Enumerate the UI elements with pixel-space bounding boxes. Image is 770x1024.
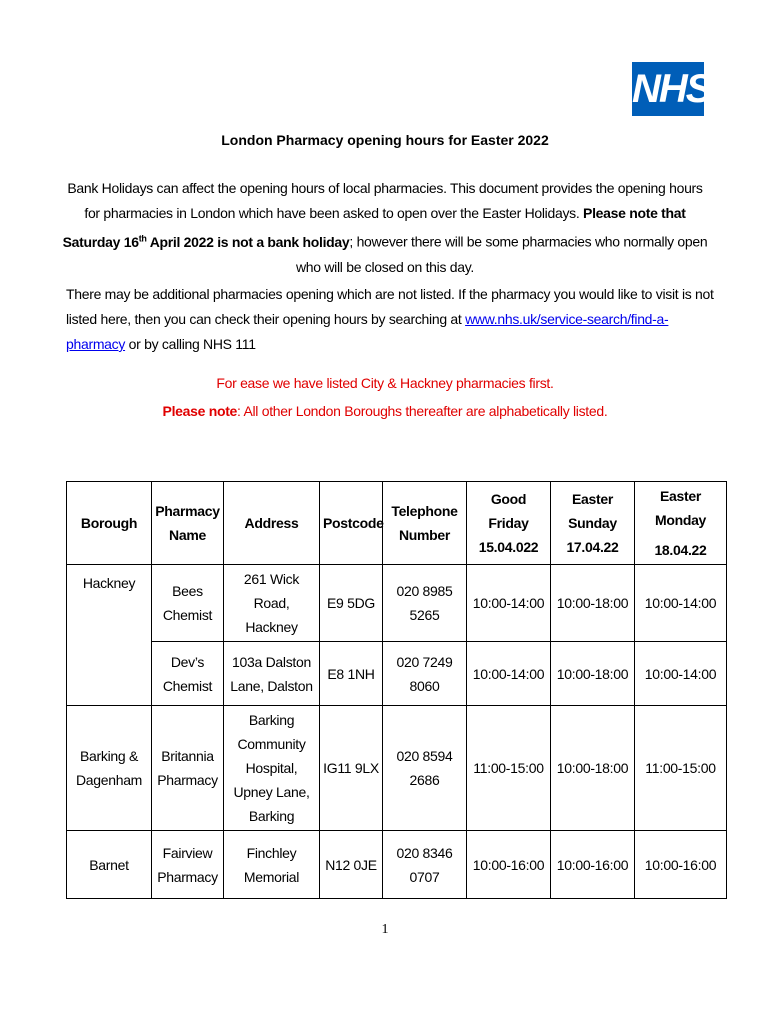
cell-pharmacy: Bees Chemist <box>152 565 224 642</box>
cell-easter-monday: 11:00-15:00 <box>635 706 727 831</box>
cell-telephone: 020 8346 0707 <box>383 831 467 899</box>
ordering-notice <box>0 369 770 425</box>
cell-pharmacy: Britannia Pharmacy <box>152 706 224 831</box>
cell-good-friday: 11:00-15:00 <box>467 706 551 831</box>
pharmacy-table <box>66 481 727 899</box>
table-row <box>67 642 727 706</box>
notice-line-1: For ease we have listed City & Hackney pharmacies first. <box>216 375 554 391</box>
header-address: Address <box>224 482 320 565</box>
nhs-logo: NHS <box>632 62 704 116</box>
table-header-row <box>67 482 727 565</box>
intro-note-b: April 2022 is not a bank holiday <box>146 233 350 250</box>
cell-borough: Hackney <box>67 565 152 642</box>
cell-address: Barking Community Hospital, Upney Lane, Barking <box>224 706 320 831</box>
additional-info-text-end: or by calling NHS 111 <box>125 336 256 352</box>
intro-paragraph <box>60 176 710 280</box>
cell-easter-sunday: 10:00-16:00 <box>551 831 635 899</box>
header-postcode: Postcode <box>320 482 383 565</box>
cell-telephone: 020 7249 8060 <box>383 642 467 706</box>
pharmacy-search-link[interactable]: www.nhs.uk/service-search/find-a-pharmacy <box>66 311 669 352</box>
cell-pharmacy: Dev’s Chemist <box>152 642 224 706</box>
cell-address: 103a Dalston Lane, Dalston <box>224 642 320 706</box>
intro-note-sup: th <box>138 233 147 243</box>
cell-postcode: E9 5DG <box>320 565 383 642</box>
intro-note-a: Please note that Saturday 16 <box>62 205 686 250</box>
header-good-friday: Good Friday 15.04.022 <box>467 482 551 565</box>
cell-postcode: IG11 9LX <box>320 706 383 831</box>
notice-bold: Please note <box>162 403 238 419</box>
cell-address: Finchley Memorial <box>224 831 320 899</box>
cell-borough: Barking & Dagenham <box>67 706 152 831</box>
cell-address: 261 Wick Road, Hackney <box>224 565 320 642</box>
notice-text: : All other London Boroughs thereafter are alphabetically listed. <box>237 403 608 419</box>
table-row <box>67 831 727 899</box>
cell-borough: Barnet <box>67 831 152 899</box>
cell-telephone: 020 8985 5265 <box>383 565 467 642</box>
cell-telephone: 020 8594 2686 <box>383 706 467 831</box>
cell-easter-monday: 10:00-14:00 <box>635 642 727 706</box>
cell-postcode: E8 1NH <box>320 642 383 706</box>
table-row <box>67 565 727 642</box>
additional-info-paragraph <box>66 282 726 357</box>
intro-text-end: ; however there will be some pharmacies who normally open who will be closed on this day. <box>296 233 708 275</box>
additional-info-text: There may be additional pharmacies opening which are not listed. If the pharmacy you would like to visit is not listed here, then you can check their opening hours by searching at <box>66 286 714 327</box>
cell-easter-sunday: 10:00-18:00 <box>551 706 635 831</box>
header-pharmacy: Pharmacy Name <box>152 482 224 565</box>
notice-line-2 <box>0 397 770 425</box>
header-easter-monday <box>635 482 727 565</box>
cell-easter-monday: 10:00-16:00 <box>635 831 727 899</box>
cell-borough <box>67 642 152 706</box>
header-borough: Borough <box>67 482 152 565</box>
cell-good-friday: 10:00-14:00 <box>467 565 551 642</box>
cell-good-friday: 10:00-14:00 <box>467 642 551 706</box>
table-row <box>67 706 727 831</box>
intro-text: Bank Holidays can affect the opening hours of local pharmacies. This document provides the opening hours for pharmacies in London which have been asked to open over the Easter Holidays. <box>67 180 703 221</box>
cell-easter-sunday: 10:00-18:00 <box>551 642 635 706</box>
header-easter-sunday: Easter Sunday 17.04.22 <box>551 482 635 565</box>
header-telephone: Telephone Number <box>383 482 467 565</box>
easter-monday-label: Easter Monday <box>654 488 707 528</box>
cell-easter-monday: 10:00-14:00 <box>635 565 727 642</box>
page-title: London Pharmacy opening hours for Easter 2022 <box>221 132 549 148</box>
easter-monday-date: 18.04.22 <box>654 542 707 558</box>
cell-easter-sunday: 10:00-18:00 <box>551 565 635 642</box>
page-number: 1 <box>381 922 389 937</box>
cell-postcode: N12 0JE <box>320 831 383 899</box>
cell-good-friday: 10:00-16:00 <box>467 831 551 899</box>
cell-pharmacy: Fairview Pharmacy <box>152 831 224 899</box>
